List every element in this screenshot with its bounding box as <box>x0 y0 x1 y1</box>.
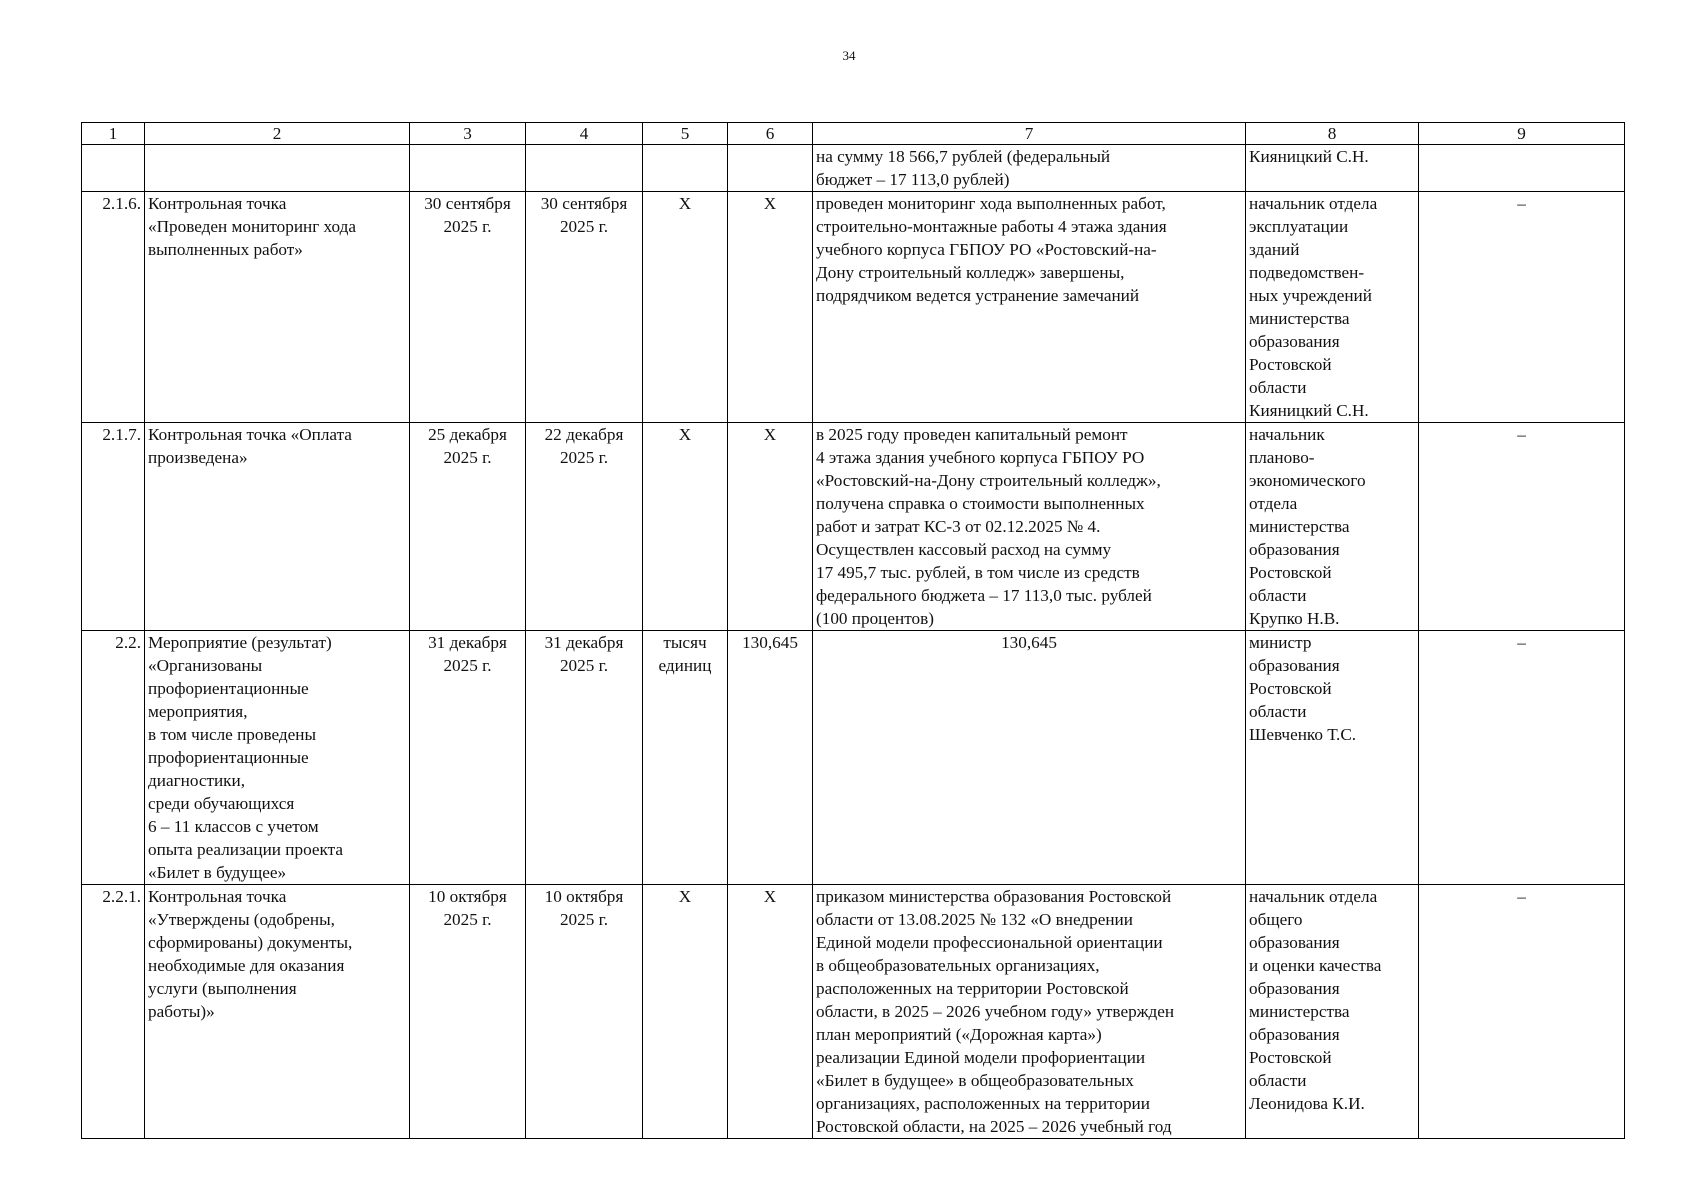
row-responsible: Кияницкий С.Н. <box>1246 145 1419 192</box>
row-note: – <box>1419 885 1625 1139</box>
row-date-plan: 25 декабря 2025 г. <box>410 423 526 631</box>
row-date-fact <box>526 145 643 192</box>
row-description: в 2025 году проведен капитальный ремонт 4 этажа здания учебного корпуса ГБПОУ РО «Ростовский-на-Дону строительный колледж», получена справка о стоимости выполненных работ и затрат КС-3 от 02.12.2025 № 4. Осуществлен кассовый расход на сумму 17 495,7 тыс. рублей, в том числе из средств федерального бюджета – 17 113,0 тыс. рублей (100 процентов) <box>813 423 1246 631</box>
row-date-plan: 30 сентября 2025 г. <box>410 192 526 423</box>
row-date-fact: 10 октября 2025 г. <box>526 885 643 1139</box>
row-value: Х <box>728 423 813 631</box>
row-note: – <box>1419 423 1625 631</box>
row-date-fact: 31 декабря 2025 г. <box>526 631 643 885</box>
row-note: – <box>1419 631 1625 885</box>
column-number-header <box>82 123 1625 145</box>
page-number: 34 <box>842 48 856 63</box>
row-date-plan: 10 октября 2025 г. <box>410 885 526 1139</box>
row-name: Мероприятие (результат) «Организованы профориентационные мероприятия, в том числе проведены профориентационные диагностики, среди обучающихся 6 – 11 классов с учетом опыта реализации проекта «Билет в будущее» <box>145 631 410 885</box>
row-value <box>728 145 813 192</box>
row-date-plan: 31 декабря 2025 г. <box>410 631 526 885</box>
report-table <box>81 122 1625 1139</box>
row-unit <box>643 145 728 192</box>
row-number: 2.1.6. <box>82 192 145 423</box>
row-value: Х <box>728 885 813 1139</box>
row-responsible: начальник планово- экономического отдела министерства образования Ростовской области Крупко Н.В. <box>1246 423 1419 631</box>
row-value: 130,645 <box>728 631 813 885</box>
row-number: 2.1.7. <box>82 423 145 631</box>
row-note <box>1419 145 1625 192</box>
row-number: 2.2. <box>82 631 145 885</box>
row-note: – <box>1419 192 1625 423</box>
row-responsible: начальник отдела общего образования и оценки качества образования министерства образования Ростовской области Леонидова К.И. <box>1246 885 1419 1139</box>
row-name: Контрольная точка «Утверждены (одобрены, сформированы) документы, необходимые для оказания услуги (выполнения работы)» <box>145 885 410 1139</box>
row-date-plan <box>410 145 526 192</box>
column-header: 9 <box>1419 123 1625 145</box>
table-row <box>82 192 1625 423</box>
row-responsible: начальник отдела эксплуатации зданий подведомствен- ных учреждений министерства образования Ростовской области Кияницкий С.Н. <box>1246 192 1419 423</box>
row-date-fact: 22 декабря 2025 г. <box>526 423 643 631</box>
row-value: Х <box>728 192 813 423</box>
table-row <box>82 631 1625 885</box>
row-date-fact: 30 сентября 2025 г. <box>526 192 643 423</box>
table-row <box>82 423 1625 631</box>
row-number: 2.2.1. <box>82 885 145 1139</box>
column-header: 1 <box>82 123 145 145</box>
column-header: 3 <box>410 123 526 145</box>
column-header: 4 <box>526 123 643 145</box>
column-header: 6 <box>728 123 813 145</box>
row-unit: тысяч единиц <box>643 631 728 885</box>
row-description: приказом министерства образования Ростовской области от 13.08.2025 № 132 «О внедрении Единой модели профессиональной ориентации в общеобразовательных организациях, расположенных на территории Ростовской области, в 2025 – 2026 учебном году» утвержден план мероприятий («Дорожная карта») реализации Единой модели профориентации «Билет в будущее» в общеобразовательных организациях, расположенных на территории Ростовской области, на 2025 – 2026 учебный год <box>813 885 1246 1139</box>
row-number <box>82 145 145 192</box>
row-name <box>145 145 410 192</box>
column-header: 8 <box>1246 123 1419 145</box>
row-description: проведен мониторинг хода выполненных работ, строительно-монтажные работы 4 этажа здания учебного корпуса ГБПОУ РО «Ростовский-на- Дону строительный колледж» завершены, подрядчиком ведется устранение замечаний <box>813 192 1246 423</box>
row-description: на сумму 18 566,7 рублей (федеральный бюджет – 17 113,0 рублей) <box>813 145 1246 192</box>
row-unit: Х <box>643 423 728 631</box>
row-unit: Х <box>643 885 728 1139</box>
column-header: 2 <box>145 123 410 145</box>
row-name: Контрольная точка «Проведен мониторинг хода выполненных работ» <box>145 192 410 423</box>
row-name: Контрольная точка «Оплата произведена» <box>145 423 410 631</box>
row-unit: Х <box>643 192 728 423</box>
table-row <box>82 885 1625 1139</box>
table-row <box>82 145 1625 192</box>
row-description: 130,645 <box>813 631 1246 885</box>
row-responsible: министр образования Ростовской области Шевченко Т.С. <box>1246 631 1419 885</box>
column-header: 7 <box>813 123 1246 145</box>
column-header: 5 <box>643 123 728 145</box>
